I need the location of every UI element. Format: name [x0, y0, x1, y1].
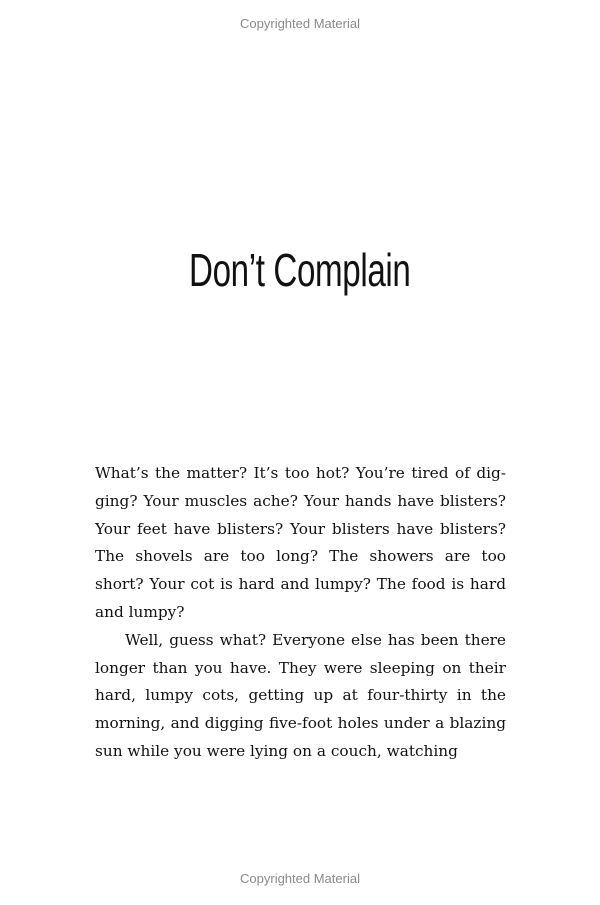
copyright-watermark-bottom: Copyrighted Material: [240, 871, 360, 886]
chapter-title-text: Don’t Complain: [189, 244, 411, 296]
body-paragraph-2: Well, guess what? Everyone else has been there longer than you have. They were sleeping on their hard, lumpy cots, getting up at four-thirty in the morning, and digging five-foot holes under a blazing sun while you were lying on a couch, watching: [95, 630, 506, 760]
copyright-watermark-top: Copyrighted Material: [240, 16, 360, 31]
chapter-title: [0, 240, 600, 300]
chapter-body: [95, 460, 506, 766]
body-paragraph-1: What’s the matter? It’s too hot? You’re tired of digging? Your muscles ache? Your hands have blisters? Your feet have blisters? Your blisters have blisters? The shovels are too long? The showers are too short? Your cot is hard and lumpy? The food is hard and lumpy?: [95, 464, 506, 621]
